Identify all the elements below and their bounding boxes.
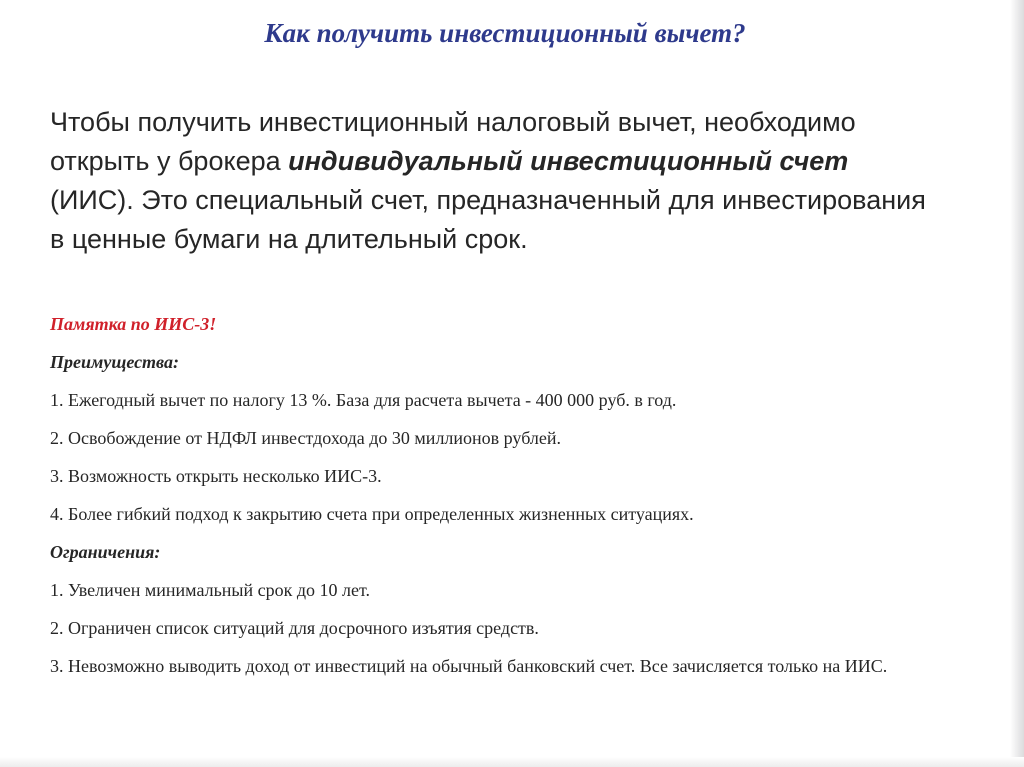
limitations-heading: Ограничения: — [50, 542, 161, 562]
limitation-item: 3. Невозможно выводить доход от инвестиций на обычный банковский счет. Все зачисляется только на ИИС. — [50, 656, 888, 676]
memo-section — [50, 313, 980, 693]
advantage-item: 1. Ежегодный вычет по налогу 13 %. База для расчета вычета - 400 000 руб. в год. — [50, 390, 677, 410]
limitation-item: 2. Ограничен список ситуаций для досрочного изъятия средств. — [50, 618, 539, 638]
limitation-item: 1. Увеличен минимальный срок до 10 лет. — [50, 580, 371, 600]
advantages-heading: Преимущества: — [50, 352, 179, 372]
intro-paragraph — [50, 103, 930, 259]
intro-text-end: (ИИС). Это специальный счет, предназначенный для инвестирования в ценные бумаги на длительный срок. — [50, 185, 926, 254]
advantage-item: 4. Более гибкий подход к закрытию счета при определенных жизненных ситуациях. — [50, 504, 694, 524]
intro-emphasis: индивидуальный инвестиционный счет — [288, 146, 849, 176]
intro-text-start: Чтобы получить инвестиционный налоговый вычет, необходимо открыть у брокера — [50, 107, 856, 176]
slide-title: Как получить инвестиционный вычет? — [264, 18, 746, 48]
slide-frame-bottom — [0, 757, 1024, 767]
advantage-item: 3. Возможность открыть несколько ИИС-3. — [50, 466, 382, 486]
memo-title: Памятка по ИИС-3! — [50, 314, 217, 334]
advantage-item: 2. Освобождение от НДФЛ инвестдохода до 30 миллионов рублей. — [50, 428, 562, 448]
slide-frame-right — [1010, 0, 1024, 767]
